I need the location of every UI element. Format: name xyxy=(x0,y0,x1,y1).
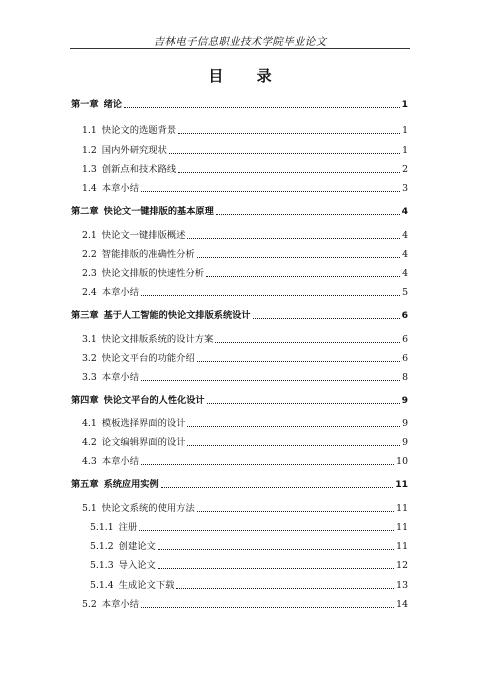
toc-entry-number: 第三章 xyxy=(71,310,99,321)
toc-page-number: 10 xyxy=(396,456,408,467)
toc-entry-text: 本章小结 xyxy=(101,287,139,298)
toc-entry[interactable] xyxy=(82,372,408,384)
toc-page-number: 11 xyxy=(396,522,408,533)
toc-entry[interactable] xyxy=(90,522,408,534)
toc-entry[interactable] xyxy=(82,418,408,430)
toc-page-number: 4 xyxy=(402,230,408,241)
toc-page-number: 14 xyxy=(396,599,408,610)
toc-entry-number: 第五章 xyxy=(71,479,99,490)
toc-entry-text: 快论文平台的人性化设计 xyxy=(103,395,205,406)
toc-entry[interactable] xyxy=(82,503,408,515)
toc-chapter-entry[interactable] xyxy=(71,99,408,111)
toc-entry-label xyxy=(82,437,185,449)
toc-entry-label xyxy=(90,541,156,553)
toc-entry-label xyxy=(82,599,139,611)
toc-title: 目 录 xyxy=(208,67,286,85)
toc-entry-number: 5.1.4 xyxy=(90,580,114,591)
toc-entry[interactable] xyxy=(82,249,408,261)
toc-leader-dots xyxy=(197,511,394,512)
toc-entry-text: 快论文平台的功能介绍 xyxy=(101,353,195,364)
toc-entry-number: 第一章 xyxy=(71,99,99,110)
toc-entry-text: 创建论文 xyxy=(118,541,156,552)
toc-entry-label xyxy=(82,372,139,384)
toc-page-number: 9 xyxy=(402,437,408,448)
toc-entry-label xyxy=(82,125,176,137)
toc-page-number: 5 xyxy=(402,287,408,298)
toc-entry-label xyxy=(82,230,185,242)
toc-entry-label xyxy=(82,268,204,280)
toc-entry-number: 5.1.2 xyxy=(90,541,114,552)
toc-entry[interactable] xyxy=(90,541,408,553)
toc-entry-label xyxy=(90,580,174,592)
toc-entry[interactable] xyxy=(90,560,408,572)
toc-leader-dots xyxy=(187,445,400,446)
toc-entry-number: 1.4 xyxy=(82,183,97,194)
toc-entry-text: 系统应用实例 xyxy=(103,479,159,490)
toc-page-number: 8 xyxy=(402,372,408,383)
toc-leader-dots xyxy=(141,191,400,192)
toc-entry[interactable] xyxy=(82,145,408,157)
toc-leader-dots xyxy=(141,295,400,296)
toc-page-number: 1 xyxy=(402,145,408,156)
toc-entry[interactable] xyxy=(82,230,408,242)
toc-page-number: 4 xyxy=(402,268,408,279)
toc-page-number: 11 xyxy=(396,503,408,514)
toc-entry-text: 快论文排版的快速性分析 xyxy=(101,268,205,279)
toc-entry-label xyxy=(90,522,137,534)
toc-entry-number: 4.3 xyxy=(82,456,97,467)
toc-entry[interactable] xyxy=(82,125,408,137)
toc-leader-dots xyxy=(197,361,400,362)
toc-page-number: 4 xyxy=(402,249,408,260)
toc-leader-dots xyxy=(207,403,400,404)
toc-entry-text: 智能排版的准确性分析 xyxy=(101,249,195,260)
toc-chapter-entry[interactable] xyxy=(71,479,408,491)
toc-leader-dots xyxy=(187,238,400,239)
toc-entry-number: 2.3 xyxy=(82,268,97,279)
toc-entry-number: 1.1 xyxy=(82,125,97,136)
toc-entry-label xyxy=(82,456,139,468)
toc-entry-text: 注册 xyxy=(118,522,138,533)
toc-page-number: 4 xyxy=(401,206,408,217)
toc-leader-dots xyxy=(141,607,394,608)
toc-entry-label xyxy=(82,145,167,157)
toc-leader-dots xyxy=(124,107,400,108)
toc-leader-dots xyxy=(176,588,394,589)
toc-entry[interactable] xyxy=(82,599,408,611)
toc-entry-text: 快论文系统的使用方法 xyxy=(101,503,195,514)
toc-entry-text: 本章小结 xyxy=(101,372,139,383)
toc-entry-number: 5.1.3 xyxy=(90,560,114,571)
toc-entry-text: 基于人工智能的快论文排版系统设计 xyxy=(103,310,251,321)
toc-page-number: 11 xyxy=(395,479,408,490)
toc-entry-number: 2.2 xyxy=(82,249,97,260)
toc-leader-dots xyxy=(141,380,400,381)
toc-entry[interactable] xyxy=(82,164,408,176)
toc-entry-text: 模板选择界面的设计 xyxy=(101,418,186,429)
toc-page-number: 11 xyxy=(396,541,408,552)
toc-leader-dots xyxy=(161,487,394,488)
toc-entry-number: 3.2 xyxy=(82,353,97,364)
toc-leader-dots xyxy=(139,530,394,531)
toc-entry-text: 论文编辑界面的设计 xyxy=(101,437,186,448)
toc-chapter-entry[interactable] xyxy=(71,310,408,322)
toc-entry-label xyxy=(71,479,159,491)
toc-entry-text: 本章小结 xyxy=(101,183,139,194)
toc-leader-dots xyxy=(169,153,400,154)
toc-entry-text: 生成论文下载 xyxy=(118,580,175,591)
toc-leader-dots xyxy=(206,276,400,277)
toc-entry-number: 2.4 xyxy=(82,287,97,298)
toc-entry-text: 导入论文 xyxy=(118,560,156,571)
toc-page-number: 6 xyxy=(401,310,408,321)
toc-leader-dots xyxy=(216,214,400,215)
toc-entry-number: 4.1 xyxy=(82,418,97,429)
toc-leader-dots xyxy=(215,342,400,343)
toc-entry[interactable] xyxy=(82,437,408,449)
toc-leader-dots xyxy=(178,133,400,134)
toc-entry-text: 快论文一键排版的基本原理 xyxy=(103,206,214,217)
toc-entry-text: 创新点和技术路线 xyxy=(101,164,177,175)
toc-leader-dots xyxy=(187,426,400,427)
toc-entry[interactable] xyxy=(82,334,408,346)
toc-entry[interactable] xyxy=(82,456,408,468)
toc-leader-dots xyxy=(158,568,394,569)
toc-entry-text: 绪论 xyxy=(103,99,122,110)
toc-entry-number: 1.3 xyxy=(82,164,97,175)
toc-entry-text: 国内外研究现状 xyxy=(101,145,167,156)
toc-entry-text: 本章小结 xyxy=(101,456,139,467)
toc-entry-label xyxy=(82,164,176,176)
toc-entry-number: 5.1.1 xyxy=(90,522,114,533)
toc-page-number: 9 xyxy=(401,395,408,406)
toc-entry[interactable] xyxy=(82,183,408,195)
toc-entry-text: 快论文一键排版概述 xyxy=(101,230,186,241)
toc-entry-number: 1.2 xyxy=(82,145,97,156)
toc-entry-label xyxy=(82,334,213,346)
toc-entry-number: 3.1 xyxy=(82,334,97,345)
toc-entry-number: 5.2 xyxy=(82,599,97,610)
toc-entry-number: 3.3 xyxy=(82,372,97,383)
toc-page-number: 9 xyxy=(402,418,408,429)
toc-page-number: 6 xyxy=(402,334,408,345)
toc-page-number: 1 xyxy=(401,99,408,110)
toc-leader-dots xyxy=(197,257,400,258)
toc-entry-number: 第四章 xyxy=(71,395,99,406)
toc-entry-text: 本章小结 xyxy=(101,599,139,610)
toc-leader-dots xyxy=(253,318,400,319)
toc-entry-label xyxy=(71,395,205,407)
toc-entry-number: 2.1 xyxy=(82,230,97,241)
toc-entry-label xyxy=(82,418,185,430)
toc-entry-label xyxy=(71,206,214,218)
toc-leader-dots xyxy=(178,172,400,173)
toc-page-number: 3 xyxy=(402,183,408,194)
toc-entry-label xyxy=(90,560,156,572)
toc-entry-text: 快论文的选题背景 xyxy=(101,125,177,136)
toc-entry[interactable] xyxy=(90,580,408,592)
toc-entry[interactable] xyxy=(82,268,408,280)
toc-entry-number: 5.1 xyxy=(82,503,97,514)
toc-entry-label xyxy=(82,353,195,365)
toc-chapter-entry[interactable] xyxy=(71,395,408,407)
toc-entry-label xyxy=(82,249,195,261)
toc-entry-number: 第二章 xyxy=(71,206,99,217)
header-rule xyxy=(70,48,410,49)
toc-entry-label xyxy=(82,287,139,299)
toc-leader-dots xyxy=(141,464,394,465)
toc-page-number: 2 xyxy=(402,164,408,175)
page-header: 吉林电子信息职业技术学院毕业论文 xyxy=(153,36,327,48)
toc-entry-label xyxy=(71,99,122,111)
toc-entry-label xyxy=(82,503,195,515)
toc-entry-label xyxy=(71,310,251,322)
toc-chapter-entry[interactable] xyxy=(71,206,408,218)
toc-page-number: 1 xyxy=(402,125,408,136)
toc-entry-text: 快论文排版系统的设计方案 xyxy=(101,334,214,345)
toc-page-number: 12 xyxy=(396,560,408,571)
toc-entry-label xyxy=(82,183,139,195)
toc-entry[interactable] xyxy=(82,353,408,365)
toc-page-number: 6 xyxy=(402,353,408,364)
toc-leader-dots xyxy=(158,549,394,550)
toc-entry-number: 4.2 xyxy=(82,437,97,448)
toc-page-number: 13 xyxy=(396,580,408,591)
toc-entry[interactable] xyxy=(82,287,408,299)
